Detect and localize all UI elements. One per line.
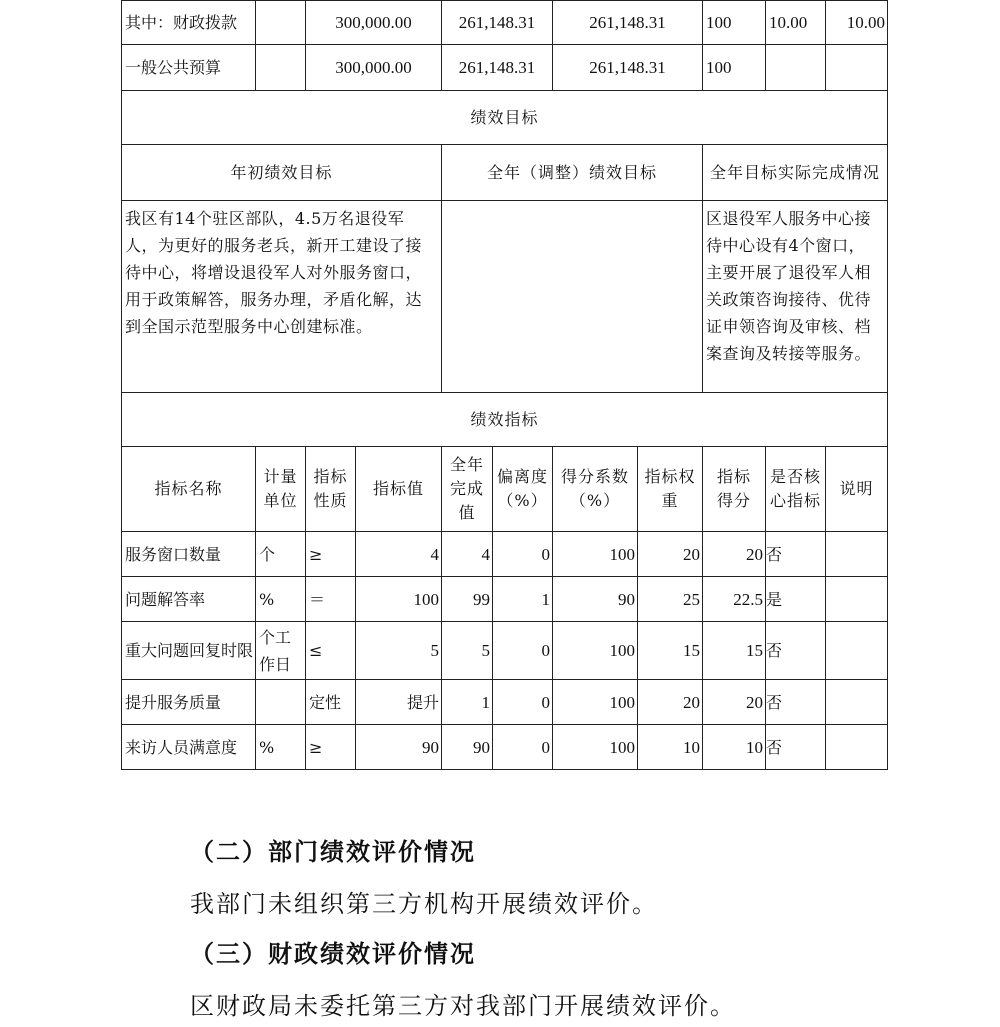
indicator-note: [826, 532, 888, 577]
indicator-actual: 4: [442, 532, 493, 577]
indicator-target: 4: [356, 532, 442, 577]
performance-table: [121, 0, 888, 770]
budget-row-empty: [256, 0, 306, 45]
indicator-unit: %: [256, 577, 306, 622]
budget-weight: 10.00: [766, 0, 826, 45]
indicator-actual: 90: [442, 725, 493, 770]
goals-actual-header: 全年目标实际完成情况: [703, 145, 888, 201]
indicator-deviation: 0: [493, 680, 553, 725]
header-actual: 全年完成值: [442, 447, 493, 532]
budget-full-year: 261,148.31: [442, 0, 553, 45]
indicator-unit: [256, 680, 306, 725]
budget-annual: 300,000.00: [306, 45, 442, 91]
indicator-name: 重大问题回复时限: [121, 622, 256, 680]
goals-section-title: 绩效目标: [121, 91, 888, 145]
indicator-core: 是: [766, 577, 826, 622]
indicator-deviation: 0: [493, 725, 553, 770]
indicator-name: 来访人员满意度: [121, 725, 256, 770]
indicator-actual: 5: [442, 622, 493, 680]
header-deviation: 偏离度（%）: [493, 447, 553, 532]
indicator-unit: %: [256, 725, 306, 770]
header-weight: 指标权重: [638, 447, 703, 532]
paragraph-department-evaluation: 我部门未组织第三方机构开展绩效评价。: [190, 890, 658, 918]
indicator-coefficient: 100: [553, 680, 638, 725]
indicator-coefficient: 100: [553, 725, 638, 770]
header-coefficient: 得分系数（%）: [553, 447, 638, 532]
budget-score: [826, 45, 888, 91]
indicator-weight: 20: [638, 680, 703, 725]
goals-adjusted-text: [442, 201, 703, 393]
budget-full-year: 261,148.31: [442, 45, 553, 91]
header-score: 指标得分: [703, 447, 766, 532]
indicator-nature: 定性: [306, 680, 356, 725]
indicator-score: 15: [703, 622, 766, 680]
indicator-weight: 15: [638, 622, 703, 680]
indicator-note: [826, 577, 888, 622]
budget-rate: 100: [703, 0, 766, 45]
indicator-nature: ≤: [306, 622, 356, 680]
indicator-nature: ≥: [306, 725, 356, 770]
indicator-name: 问题解答率: [121, 577, 256, 622]
header-target: 指标值: [356, 447, 442, 532]
indicator-score: 10: [703, 725, 766, 770]
indicator-actual: 1: [442, 680, 493, 725]
header-nature: 指标性质: [306, 447, 356, 532]
indicator-core: 否: [766, 680, 826, 725]
header-note: 说明: [826, 447, 888, 532]
budget-weight: [766, 45, 826, 91]
header-core: 是否核心指标: [766, 447, 826, 532]
indicator-target: 5: [356, 622, 442, 680]
indicator-deviation: 0: [493, 532, 553, 577]
indicator-coefficient: 100: [553, 532, 638, 577]
indicator-target: 100: [356, 577, 442, 622]
budget-score: 10.00: [826, 0, 888, 45]
budget-row-empty: [256, 45, 306, 91]
indicator-name: 提升服务质量: [121, 680, 256, 725]
budget-executed: 261,148.31: [553, 0, 703, 45]
indicator-coefficient: 90: [553, 577, 638, 622]
goals-adjusted-header: 全年（调整）绩效目标: [442, 145, 703, 201]
indicator-deviation: 0: [493, 622, 553, 680]
indicator-note: [826, 622, 888, 680]
indicator-target: 90: [356, 725, 442, 770]
indicators-section-title: 绩效指标: [121, 393, 888, 447]
budget-annual: 300,000.00: [306, 0, 442, 45]
budget-row-name: 一般公共预算: [121, 45, 256, 91]
heading-department-evaluation: （二）部门绩效评价情况: [190, 837, 476, 866]
budget-rate: 100: [703, 45, 766, 91]
goals-initial-text: 我区有14个驻区部队，4.5万名退役军人，为更好的服务老兵，新开工建设了接待中心，将增设退役军人对外服务窗口，用于政策解答，服务办理，矛盾化解，达到全国示范型服务中心创建标准。: [121, 201, 442, 393]
indicator-actual: 99: [442, 577, 493, 622]
indicator-note: [826, 680, 888, 725]
indicator-nature: ≥: [306, 532, 356, 577]
indicator-target: 提升: [356, 680, 442, 725]
heading-finance-evaluation: （三）财政绩效评价情况: [190, 939, 476, 968]
indicator-score: 20: [703, 680, 766, 725]
indicator-score: 22.5: [703, 577, 766, 622]
indicator-score: 20: [703, 532, 766, 577]
indicator-coefficient: 100: [553, 622, 638, 680]
indicator-deviation: 1: [493, 577, 553, 622]
indicator-weight: 20: [638, 532, 703, 577]
indicator-name: 服务窗口数量: [121, 532, 256, 577]
budget-row-name: 其中：财政拨款: [121, 0, 256, 45]
indicator-note: [826, 725, 888, 770]
paragraph-finance-evaluation: 区财政局未委托第三方对我部门开展绩效评价。: [190, 992, 736, 1020]
indicator-core: 否: [766, 622, 826, 680]
indicator-weight: 25: [638, 577, 703, 622]
header-indicator-name: 指标名称: [121, 447, 256, 532]
goals-actual-text: 区退役军人服务中心接待中心设有4个窗口，主要开展了退役军人相关政策咨询接待、优待证申领咨询及审核、档案查询及转接等服务。: [703, 201, 888, 393]
budget-executed: 261,148.31: [553, 45, 703, 91]
goals-initial-header: 年初绩效目标: [121, 145, 442, 201]
indicator-unit: 个: [256, 532, 306, 577]
indicator-core: 否: [766, 532, 826, 577]
header-unit: 计量单位: [256, 447, 306, 532]
indicator-core: 否: [766, 725, 826, 770]
indicator-weight: 10: [638, 725, 703, 770]
indicator-unit: 个工作日: [256, 622, 306, 680]
indicator-nature: ＝: [306, 577, 356, 622]
